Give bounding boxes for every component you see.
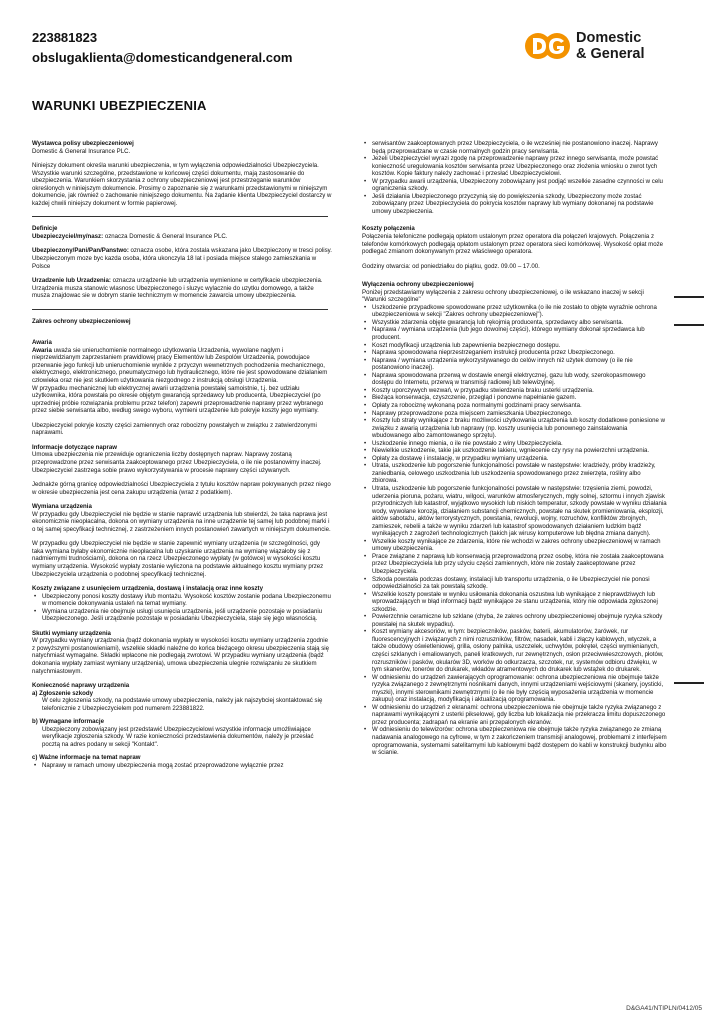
list-item: • Naprawa / wymiana urządzenia wykorzystywanego do celów innych niż użytek domowy (o ile nie postanowiono inaczej). (372, 357, 668, 372)
awaria-definition: Awaria uważa sie unieruchomienie normalnego użytkowania Urzadzenia, wywolane naglym i nieprzewidzianym zaprzestaniem prawidlowej pracy Elementów lub Zespolów Urzadzenia, powodujace przerwanie jego funkcji lub unieruchomienie wynikle z przyczyn wewnetrznych pochodzenia mechanicznego, elektrycznego, elektronicznego, pneumatycznego lub hydraulicznego, które nie jest spowodowane dzialaniem człowieka oraz nie jest skutkiem użytkowania niezgodnego z instrukcją obsługi Urządzenia. (32, 346, 328, 385)
list-item: • Naprawa spowodowana przerwą w dostawie energii elektrycznej, gazu lub wody, szerokopasmowego dostępu do Internetu, przerwą w transmisji radiowej lub telewizyjnej. (372, 372, 668, 387)
list-item: • Niewielkie uszkodzenie, takie jak uszkodzenie lakieru, wgniecenie czy rysy na powierzchni urządzenia. (372, 447, 668, 455)
list-item: • Jeśli działania Ubezpieczonego przyczynią się do powiększenia szkody, Ubezpieczony może zostać zobowiązany przez Ubezpieczyciela do pokrycia kosztów naprawy lub wymiany dokonanej na podstawie umowy ubezpieczenia. (372, 193, 668, 216)
repairs-heading: Informacje dotyczące napraw (32, 443, 118, 451)
subsection-b-text: Ubezpieczony zobowiązany jest przedstawić Ubezpieczycielowi wszystkie informacje umożliwiające weryfikacje zgłoszenia szkody. W razie konieczności przedstawienia dokumentów, należy je przesłać pocztą na adres podany w sekcji "Kontakt". (42, 725, 314, 748)
exclusions-heading: Wyłączenia ochrony ubezpieczeniowej (362, 281, 474, 289)
list-item: • Opłaty za dostawę i instalację, w przypadku wymiany urządzenia. (372, 455, 668, 463)
contact-phone: 223881823 (32, 30, 98, 45)
connection-paragraph: Połączenia telefoniczne podlegają opłatom ustalonym przez operatora dla połączeń krajowych. Połączenia z telefonów komórkowych podlegają opłatom ustalonym przez operatora sieci komórkowej. Wysokość opłat może podlegać zmianom dokonywanym przez właściwego operatora. (362, 233, 664, 256)
list-item: • W odniesieniu do telewizorów: ochrona ubezpieczeniowa nie obejmuje także ryzyka związanego ze zmianą nadawania analogowego na cyfrowe, w tym z zakończeniem transmisji analogowej, problemami z interfejsem oprogramowania, systemami satelitarnymi lub kablowymi bądź dostępem do kabli w konstrukcji budynku albo w ścianie. (372, 726, 668, 756)
awaria-heading: Awaria (32, 339, 52, 347)
right-column (362, 140, 668, 757)
effects-paragraph: W przypadku wymiany urządzenia (bądź dokonania wypłaty w wysokości kosztu wymiany urządzenia zgodnie z powyższymi postanowieniami), wszelkie składki należne do końca bieżącego okresu ubezpieczenia stają się natychmiast wymagalne. Składki wpłacone nie podlegają zwrotowi. W przypadku wymiany urządzenia (bądź dokonania wypłaty zamiast wymiany urządzenia), umowa ubezpieczenia ulegnie rozwiązaniu ze skutkiem natychmiastowym. (32, 637, 330, 675)
section-divider (32, 216, 328, 217)
costs-heading: Koszty związane z usunięciem urządzenia, dostawą i instalacją oraz inne koszty (32, 585, 263, 593)
subsection-b-heading: b) Wymagane informacje (32, 718, 105, 726)
insurer-heading: Wystawca polisy ubezpieczeniowej (32, 140, 134, 147)
conditions-heading: Konieczność naprawy urządzenia (32, 682, 130, 690)
definition-insurer: Ubezpieczyciel/my/nasz: oznacza Domestic & General Insurance PLC. (32, 232, 228, 240)
list-item: • Utrata, uszkodzenie lub pogorszenie funkcjonalności powstałe w następstwie: kradzieży, próby kradzieży, zaniedbania, celowego uszkodzenia lub uszkodzenia spowodowanego przez zwierzęta, rośliny albo zbiorowa. (372, 462, 668, 485)
margin-mark (674, 296, 704, 298)
definition-insured: Ubezpieczony/Pani/Pan/Panstwo: oznacza osobe, która zostala wskazana jako Ubezpieczony w tresci polisy. Ubezpieczonym moze byc kazda osoba, która ukonczyla 18 lat i posiada miejsce stalego zamieszkania w Polsce (32, 247, 332, 270)
awaria-paragraph-2: W przypadku mechanicznej lub elektrycznej awarii urządzenia powstałej samoistnie, t.j. bez udziału użytkownika, która powstała po okresie objętym gwarancją sprzedawcy lub producenta, Ubezpieczyciel (po uprzedniej próbie rozwiązania problemu przez telefon) zapewni przeprowadzenie naprawy przez wybranego przez siebie serwisanta albo, według swego wyboru, wymieni urządzenie lub pokryje koszty jego wymiany. (32, 384, 324, 415)
list-item: • Uszkodzenie innego mienia, o ile nie powstało z winy Ubezpieczyciela. (372, 440, 668, 448)
list-item: • Naprawy w ramach umowy ubezpieczenia mogą zostać przeprowadzone wyłącznie przez (42, 762, 332, 770)
list-item: • Szkoda powstała podczas dostawy, instalacji lub transportu urządzenia, o ile Ubezpieczyciel nie ponosi odpowiedzialności za tak powstałą szkodę. (372, 576, 668, 591)
list-item: • serwisantów zaakceptowanych przez Ubezpieczyciela, o ile wcześniej nie postanowiono inaczej. Naprawy będą przeprowadzane w czasie normalnych godzin pracy serwisanta. (372, 140, 668, 155)
logo-wordmark (576, 30, 645, 62)
margin-mark (674, 682, 704, 684)
exclusions-list (362, 304, 668, 757)
subsection-c-heading: c) Ważne informacje na temat napraw (32, 754, 141, 762)
document-code: D&GA41/NTIPLN/0412/05 (626, 1005, 702, 1012)
logo-line-2: & General (576, 46, 645, 62)
replace-paragraph-2: W przypadku gdy Ubezpieczyciel nie będzie w stanie zapewnić wymiany urządzenia (w szczególności, gdy taka wymiana byłaby ekonomicznie nieopłacalna lub uzyskanie urządzenia na wymianę wiązałoby się z nadmiernymi trudnościami), dokona on na rzecz Ubezpieczonego wypłaty (w gotówce) w wysokości kosztu wymiany urządzenia. Wysokość wypłaty zostanie wyliczona na podstawie aktualnego kosztu wymiany przez Ubezpieczyciela urządzenia o podobnej specyfikacji technicznej. (32, 540, 324, 578)
list-item: • Powierzchnie ceramiczne lub szklane (chyba, że zakres ochrony ubezpieczeniowej obejmuje ryzyka szkody powstałej na skutek wypadku). (372, 613, 668, 628)
list-item: • Naprawa spowodowana nieprzestrzeganiem instrukcji producenta przez Ubezpieczonego. (372, 349, 668, 357)
definition-device: Urzadzenie lub Urzadzenia: oznacza urządzenie lub urządzenia wymienione w certyfikacie ubezpieczenia. Urządzenia musza stanowic wlasnosc Ubezpieczonego i sluzyc wylacznie do uzytku domowego, a także musza znajdowac sie w dobrym stanie technicznym w momencie zawarcia umowy ubezpieczenia. (32, 277, 323, 300)
list-item: • W przypadku awarii urządzenia, Ubezpieczony zobowiązany jest podjąć wszelkie zasadne czynności w celu ograniczenia szkody. (372, 178, 668, 193)
awaria-paragraph-3: Ubezpieczyciel pokryje koszty części zamiennych oraz robocizny powstałych w związku z zatwierdzonymi naprawami. (32, 421, 317, 437)
logo-line-1: Domestic (576, 30, 642, 46)
effects-heading: Skutki wymiany urządzenia (32, 629, 111, 637)
list-item: • Ubezpieczony ponosi koszty dostawy i/lub montażu. Wysokość kosztów zostanie podana Ubezpieczonemu w momencie dokonywania ustaleń na temat wymiany. (42, 593, 332, 608)
list-item: • Naprawa / wymiana urządzenia (lub jego dowolnej części), którego wymiany dokonał sprzedawca lub producent. (372, 326, 668, 341)
scope-heading: Zakres ochrony ubezpieczeniowej (32, 317, 131, 325)
subsection-c-list (32, 762, 332, 770)
list-item: • Naprawy przeprowadzone poza miejscem zamieszkania Ubezpieczonego. (372, 410, 668, 418)
list-item: • Prace związane z naprawą lub konserwacją przeprowadzoną przez osobę, która nie została zaakceptowana przez Ubezpieczyciela lub przy użyciu części zamiennych, które nie zostały zaakceptowane przez Ubezpieczyciela. (372, 553, 668, 576)
list-item: • Bieżąca konserwacja, czyszczenie, przegląd i ponowne napełnianie gazem. (372, 394, 668, 402)
subsection-a-heading: a) Zgłoszenie szkody (32, 689, 93, 697)
left-column (32, 140, 332, 770)
margin-mark (674, 324, 704, 326)
list-item: • Utrata, uszkodzenie lub pogorszenie funkcjonalności powstałe w następstwie: trzęsienia ziemi, powodzi, uderzenia pioruna, pożaru, wiatru, wilgoci, warunków atmosferycznych, mgły solnej, sztormu i innych zjawisk przyrodniczych lub katastrof, wyjątkowo wysokich lub niskich temperatur, szkody powstałe w wyniku działania wody, wywołane korozją, działaniem substancji chemicznych, powstałe na skutek promieniowania, eksplozji, aktów sabotażu, aktów terrorystycznych, powstania, rewolucji, wojny, rozruchów, konfliktów zbrojnych, zamieszek, rebelii a także w wyniku zdarzeń lub katastrof spowodowanych działaniem ludzkim bądź wynikających z zagrożeń technologicznych (takich jak wirusy komputerowe lub błędna zmiana danych). (372, 485, 668, 538)
list-item: • Wszelkie koszty wynikające ze zdarzenia, które nie wchodzi w zakres ochrony ubezpieczeniowej w ramach umowy ubezpieczenia. (372, 538, 668, 553)
costs-list (32, 593, 332, 623)
dg-logo-icon (524, 28, 572, 64)
insurer-name: Domestic & General Insurance PLC. (32, 147, 131, 155)
exclusions-intro: Poniżej przedstawiamy wyłączenia z zakresu ochrony ubezpieczeniowej, o ile wskazano inaczej w sekcji "Warunki szczególne" (362, 288, 644, 304)
intro-paragraph: Niniejszy dokument określa warunki ubezpieczenia, w tym wyłączenia odpowiedzialności Ubezpieczyciela. Wszystkie warunki szczególne, przedstawione w końcowej części dokumentu, mają zastosowanie do ubezpieczenia. Warunkiem skorzystania z ochrony ubezpieczeniowej jest przestrzeganie warunków określonych w niniejszym dokumencie. Prosimy o zapoznanie się z warunkami przedstawionymi w niniejszym dokumencie, jak również o zachowanie niniejszego dokumentu. Na żądanie klienta Ubezpieczyciel dostarczy w każdej chwili niniejszy dokument w formie papierowej. (32, 162, 332, 207)
repair-info-list (362, 140, 668, 215)
list-item: • Wymiana urządzenia nie obejmuje usługi usunięcia urządzenia, jeśli urządzenie pozostaje w posiadaniu Ubezpieczonego. Jeśli urządzenie pozostaje w posiadaniu Ubezpieczyciela, staje się jego własnością. (42, 608, 332, 623)
list-item: • Jeżeli Ubezpieczyciel wyrazi zgodę na przeprowadzenie naprawy przez innego serwisanta, może powstać konieczność uregulowania kosztów serwisanta przez Ubezpieczonego oraz złożenia wniosku o zwrot tych kosztów. Kopie faktury należy zachować i przesłać Ubezpieczycielowi. (372, 155, 668, 178)
contact-email: obslugaklienta@domesticandgeneral.com (32, 50, 293, 65)
repairs-paragraph: Umowa ubezpieczenia nie przewiduje ograniczenia liczby dostępnych napraw. Naprawy zostaną przeprowadzone przez serwisanta zaakceptowanego przez Ubezpieczyciela, o ile nie postanowimy inaczej. Ubezpieczyciel zastrzega sobie prawo wykorzystywania w procesie naprawy części używanych. (32, 451, 322, 474)
page-title: WARUNKI UBEZPIECZENIA (32, 98, 207, 113)
opening-hours: Godziny otwarcia: od poniedziałku do piątku, godz. 09.00 – 17.00. (362, 262, 540, 270)
list-item: • Koszty lub straty wynikające z braku możliwości użytkowania urządzenia lub koszty dodatkowe poniesione w związku z awarią urządzenia lub naprawy (np. koszty usunięcia lub ponownego zainstalowania wbudowanego albo zamontowanego sprzętu). (372, 417, 668, 440)
replace-paragraph: W przypadku gdy Ubezpieczyciel nie będzie w stanie naprawić urządzenia lub stwierdzi, że taka naprawa jest ekonomicznie nieopłacalna, dokona on wymiany urządzenia na inne urządzenie tej samej lub podobnej marki i o tej samej specyfikacji technicznej, z zastrzeżeniem innych postanowień zawartych w niniejszym dokumencie. (32, 510, 331, 533)
repairs-paragraph-2: Jednakże górną granicę odpowiedzialności Ubezpieczyciela z tytułu kosztów napraw pokrywanych przez niego w okresie ubezpieczenia jest cena zakupu urządzenia (wraz z podatkiem). (32, 481, 331, 496)
list-item: • Koszt wymiany akcesoriów, w tym: bezpieczników, pasków, baterii, akumulatorów, żarówek, rur fluorescencyjnych i związanych z nimi rozruszników, filtrów, nasadek, kabli i złączy kablowych, wtyczek, a także obudowy oświetleniowej, grilla, osłony palnika, uszczelek, uchwytów, pokręteł, części wymienianych, części szklanych i emaliowanych, paneli kratkowych, rur zewnętrznych, osłon przeciwwieszczowych, płotów, rozruszników i pasków, okularów 3D, worków do odkurzacza, szczotek, rur, systemów odbioru dźwięku, w tym skanerów, tonerów do drukarek, wkładów atramentowych do drukarek lub wstążek do drukarek. (372, 628, 668, 673)
list-item: • Koszty uporczywych wezwań, w przypadku stwierdzenia braku usterki urządzenia. (372, 387, 668, 395)
list-item: • W odniesieniu do urządzeń z ekranami: ochrona ubezpieczeniowa nie obejmuje także ryzyka związanego z naprawami wynikającymi z usterki pikselowej, gdy liczba lub lokalizacja nie przekracza limitu dopuszczonego przez producenta; zadrapań na ekranie ani przepalonych ekranów. (372, 704, 668, 727)
definitions-heading: Definicje (32, 225, 58, 233)
section-divider (32, 309, 328, 310)
list-item: • W odniesieniu do urządzeń zawierających oprogramowanie: ochrona ubezpieczeniowa nie obejmuje także ryzyka związanego z zewnętrznymi nośnikami danych, innymi urządzeniami wejściowymi (skanery, joysticki, myszki), innymi sterownikami zewnętrznymi (o ile nie były częścią wyposażenia urządzenia w momencie zakupu) oraz instalacją, modyfikacją i aktualizacją oprogramowania. (372, 674, 668, 704)
list-item: • Koszt modyfikacji urządzenia lub zapewnienia bezpiecznego dostępu. (372, 342, 668, 350)
list-item: • Wszystkie zdarzenia objęte gwarancją lub rękojmią producenta, sprzedawcy albo serwisanta. (372, 319, 668, 327)
connection-heading: Koszty połączenia (362, 225, 415, 233)
list-item: • Uszkodzenie przypadkowe spowodowane przez użytkownika (o ile nie zostało to objęte wyraźnie ochrona ubezpieczeniowa w sekcji "Zakres ochrony ubezpieczeniowej"). (372, 304, 668, 319)
subsection-a-text: W celu zgłoszenia szkody, na podstawie umowy ubezpieczenia, należy jak najszybciej skontaktować się telefonicznie z Ubezpieczycielem pod numerem 223881822. (42, 697, 323, 712)
list-item: • Opłaty za robociznę wykonaną poza normalnymi godzinami pracy serwisanta. (372, 402, 668, 410)
list-item: • Wszelkie koszty powstałe w wyniku usiłowania dokonania oszustwa lub wynikające z nieprawdziwych lub wprowadzających w błąd informacji bądź wynikające ze stanu urządzenia, który nie odpowiada zgłoszonej szkodzie. (372, 591, 668, 614)
company-logo (524, 26, 694, 66)
replace-heading: Wymiana urządzenia (32, 503, 92, 511)
